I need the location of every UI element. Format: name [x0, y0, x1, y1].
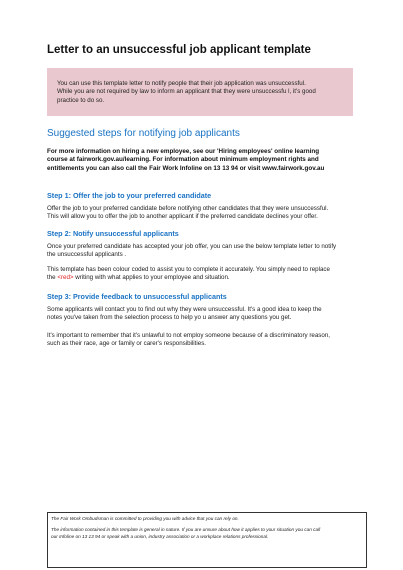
- step2-heading: Step 2: Notify unsuccessful applicants: [47, 229, 179, 238]
- intro-line: course at fairwork.gov.au/learning. For information about minimum employment rights and: [47, 156, 319, 164]
- step1-line: Offer the job to your preferred candidate before notifying other candidates that they were unsuccessful.: [47, 205, 329, 212]
- footer-disclaimer-box: [47, 512, 367, 568]
- text-span: the: [47, 274, 58, 282]
- intro-line: For more information on hiring a new employee, see our 'Hiring employees' online learning: [47, 148, 320, 155]
- step3-paragraph-2: [47, 332, 367, 349]
- step3-line: notes you've taken from the selection process to help yo u answer any questions you get.: [47, 314, 292, 322]
- step1-paragraph: [47, 205, 367, 222]
- notice-line: You can use this template letter to notify people that their job application was unsuccessful.: [57, 80, 306, 87]
- text-span: writing with what applies to your employee and situation.: [73, 274, 230, 282]
- step3-heading: Step 3: Provide feedback to unsuccessful applicants: [47, 292, 227, 301]
- notice-line: practice to do so.: [57, 96, 105, 104]
- red-placeholder-text: <red>: [57, 274, 74, 282]
- notice-line: While you are not required by law to inform an applicant that they were unsuccessfu l, it's good: [57, 88, 316, 96]
- notice-box: [47, 68, 353, 116]
- step2-line: [47, 274, 367, 282]
- intro-paragraph: [47, 148, 367, 173]
- step3-line: It's important to remember that it's unlawful to not employ someone because of a discriminatory reason,: [47, 332, 330, 339]
- footer-line: The Fair Work Ombudsman is committed to providing you with advice that you can rely on.: [51, 516, 239, 521]
- section-heading: Suggested steps for notifying job applicants: [47, 128, 240, 139]
- step3-line: such as their race, age or family or carer's responsibilities.: [47, 340, 207, 348]
- footer-line: The information contained in this template is general in nature. If you are unsure about how it applies to your situation you can call: [51, 527, 321, 533]
- footer-line: our Infoline on 13 13 94 or speak with a union, industry association or a workplace relations professional.: [51, 533, 269, 539]
- step2-line: the unsuccessful applicants .: [47, 251, 127, 259]
- step3-paragraph-1: [47, 306, 367, 323]
- step2-line: Once your preferred candidate has accepted your job offer, you can use the below template letter to notify: [47, 243, 337, 250]
- step2-line: This template has been colour coded to assist you to complete it accurately. You simply need to replace: [47, 266, 330, 273]
- step3-line: Some applicants will contact you to find out why they were unsuccessful. It's a good idea to keep the: [47, 306, 322, 313]
- step1-heading: Step 1: Offer the job to your preferred candidate: [47, 191, 212, 200]
- step2-paragraph-1: [47, 243, 367, 260]
- document-title: Letter to an unsuccessful job applicant template: [47, 44, 311, 56]
- intro-line: entitlements you can also call the Fair Work Infoline on 13 13 94 or visit www.fairwork.gov.au: [47, 164, 325, 172]
- step1-line: This will allow you to offer the job to another applicant if the preferred candidate declines your offer.: [47, 213, 318, 221]
- step2-paragraph-2: [47, 266, 367, 283]
